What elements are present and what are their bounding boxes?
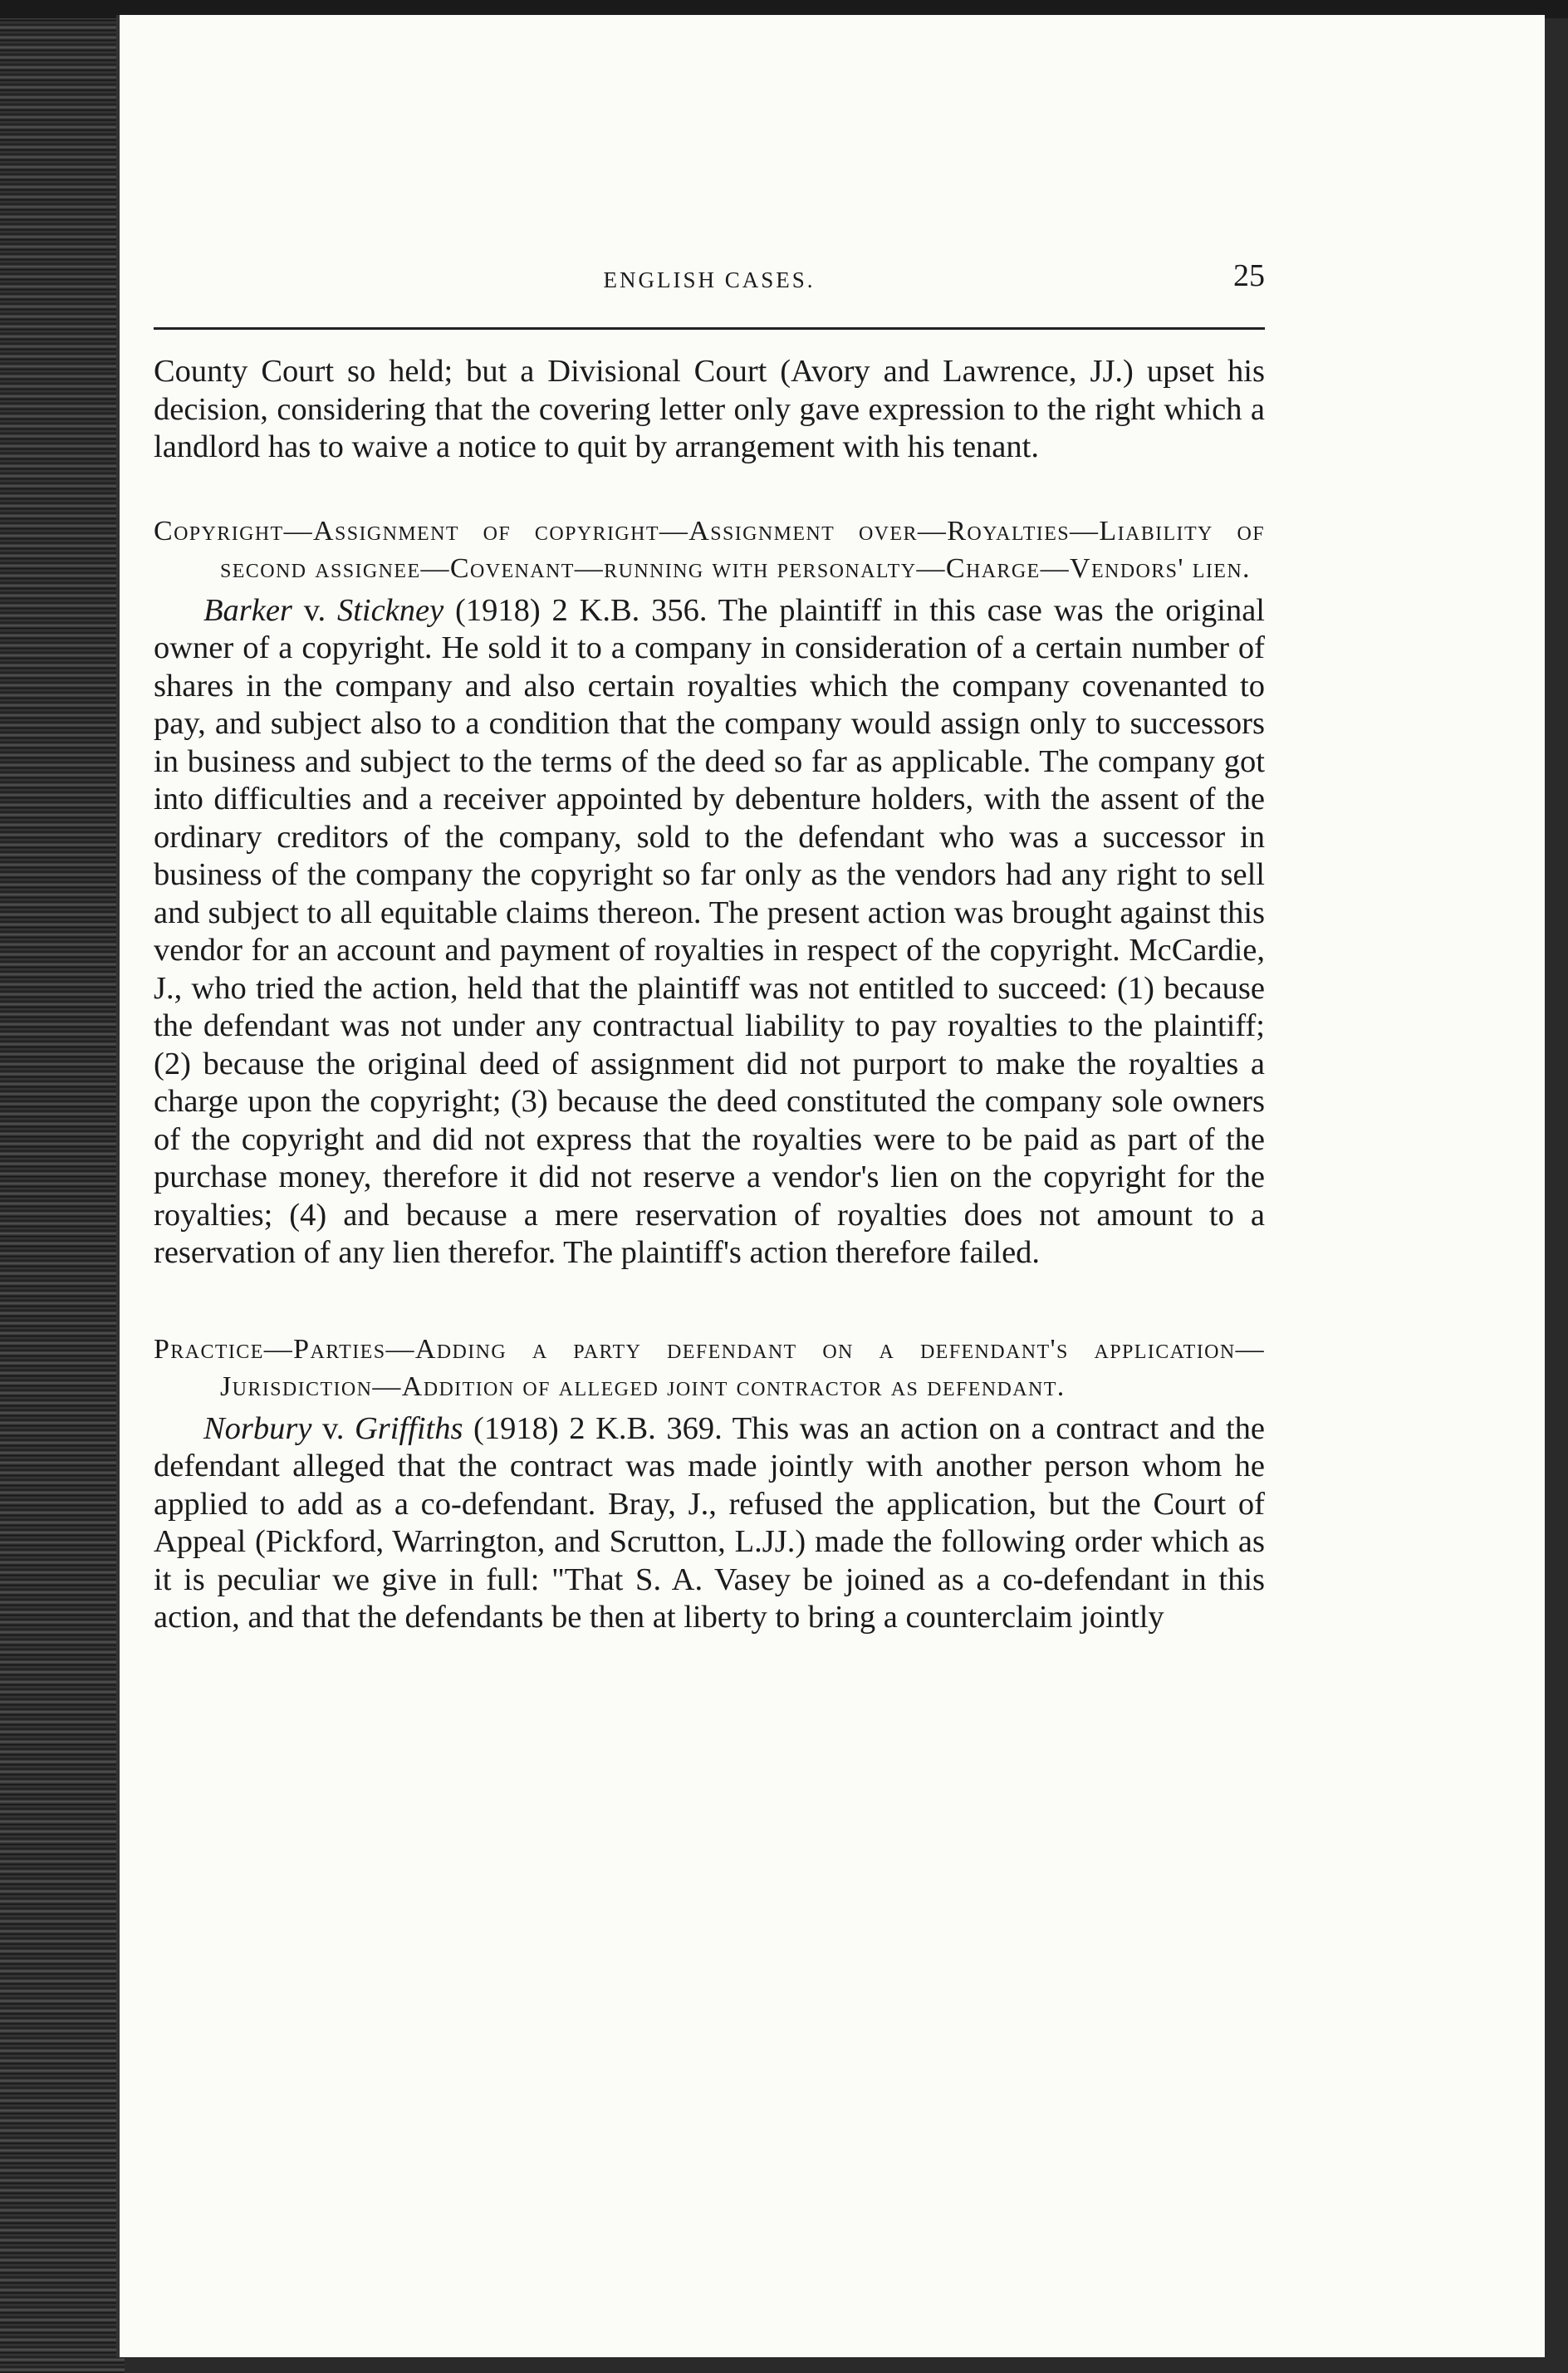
running-title: ENGLISH CASES. [603, 267, 816, 292]
header-rule [154, 327, 1265, 330]
case-paragraph-barker [154, 592, 1265, 1272]
case-party-1: Barker [203, 592, 292, 628]
case-paragraph-norbury [154, 1410, 1265, 1637]
section-heading-practice: Practice—Parties—Adding a party defendant on a defendant's application—Jurisdiction—Addition of alleged joint contractor as defendant. [154, 1333, 1265, 1402]
page-content [154, 353, 1265, 1637]
case-party-2: Griffiths [354, 1410, 463, 1446]
case-versus: v. [292, 592, 337, 628]
case-body: (1918) 2 K.B. 369. This was an action on a contract and the defendant alleged that the contract was made jointly with another person whom he applied to add as a co-defendant. Bray, J., refused the application, but the Court of Appeal (Pickford, Warrington, and Scrutton, L.JJ.) made the following order which as it is peculiar we give in full: "That S. A. Vasey be joined as a co-defendant in this action, and that the defendants be then at liberty to bring a counterclaim jointly [154, 1410, 1265, 1635]
case-body: (1918) 2 K.B. 356. The plaintiff in this case was the original owner of a copyright. He sold it to a company in consideration of a certain number of shares in the company and also certain royalties which the company covenanted to pay, and subject also to a condition that the company would assign only to successors in business and subject to the terms of the deed so far as applicable. The company got into difficulties and a receiver appointed by debenture holders, with the assent of the ordinary creditors of the company, sold to the defendant who was a successor in business of the company the copyright so far only as the vendors had any right to sell and subject to all equitable claims thereon. The present action was brought against this vendor for an account and payment of royalties in respect of the copyright. McCardie, J., who tried the action, held that the plaintiff was not entitled to succeed: (1) because the defendant was not under any contractual liability to pay royalties to the plaintiff; (2) because the original deed of assignment did not purport to make the royalties a charge upon the copyright; (3) because the deed constituted the company sole owners of the copyright and did not express that the royalties were to be paid as part of the purchase money, therefore it did not reserve a vendor's lien on the copyright for the royalties; (4) and because a mere reservation of royalties does not amount to a reservation of any lien therefor. The plaintiff's action therefore failed. [154, 592, 1265, 1270]
case-party-2: Stickney [336, 592, 444, 628]
case-party-1: Norbury [203, 1410, 312, 1446]
scan-edge-left [0, 0, 125, 2373]
page-header [154, 257, 1265, 307]
continued-paragraph: County Court so held; but a Divisional Court (Avory and Lawrence, JJ.) upset his decision, considering that the covering letter only gave expression to the right which a landlord has to waive a notice to quit by arrangement with his tenant. [154, 354, 1265, 464]
case-versus: v. [311, 1410, 355, 1446]
page-number: 25 [1233, 258, 1265, 293]
section-heading-copyright: Copyright—Assignment of copyright—Assignment over—Royalties—Liability of second assignee—Covenant—running with personalty—Charge—Vendors' lien. [154, 515, 1265, 584]
